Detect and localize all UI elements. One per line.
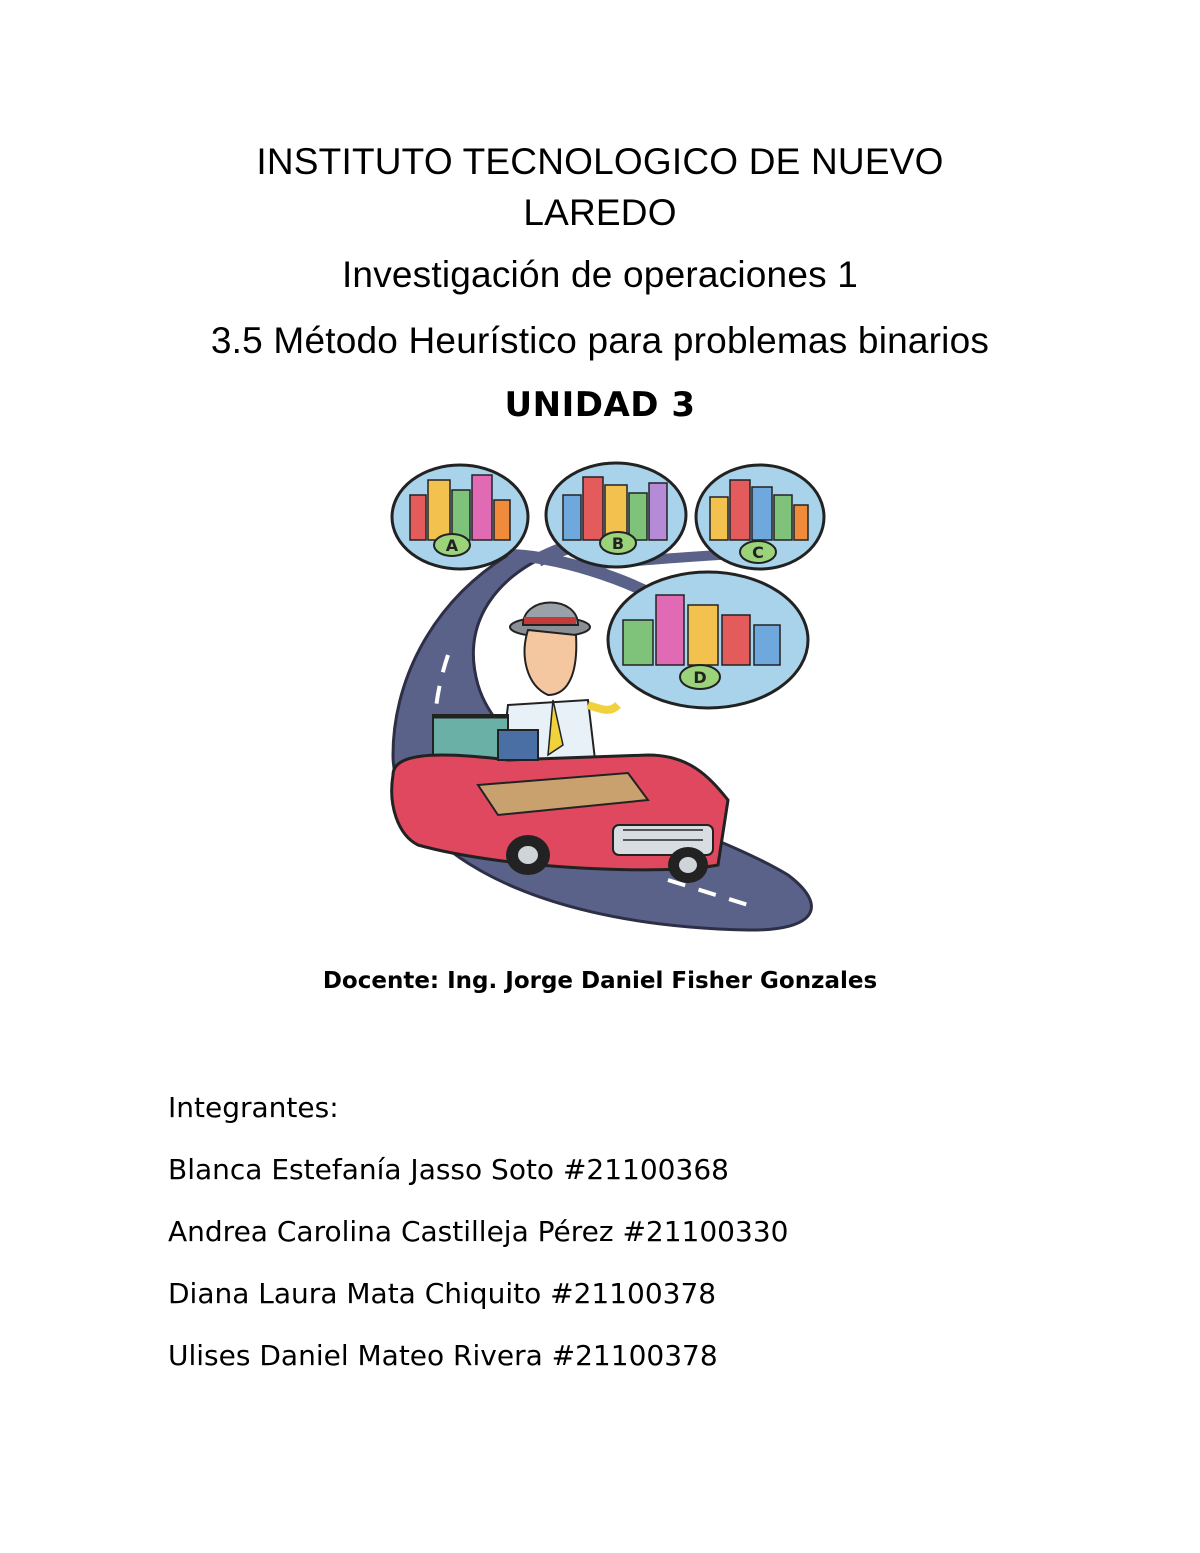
course-name: Investigación de operaciones 1 bbox=[341, 254, 859, 295]
topic-title: 3.5 Método Heurístico para problemas binarios bbox=[210, 320, 990, 361]
members-list bbox=[168, 1088, 788, 1398]
city-label-c: C bbox=[752, 543, 764, 562]
city-label-a: A bbox=[445, 536, 459, 555]
city-label-d: D bbox=[693, 668, 707, 687]
city-bubble-d bbox=[608, 572, 808, 708]
list-item: Blanca Estefanía Jasso Soto #21100368 bbox=[168, 1153, 729, 1186]
unit-heading: UNIDAD 3 bbox=[504, 385, 696, 425]
city-bubble-a bbox=[392, 465, 528, 569]
list-item: Diana Laura Mata Chiquito #21100378 bbox=[168, 1277, 717, 1310]
institution-line-2: LAREDO bbox=[523, 192, 677, 233]
list-item: Andrea Carolina Castilleja Pérez #21100330 bbox=[168, 1215, 789, 1248]
teacher-name: Docente: Ing. Jorge Daniel Fisher Gonzales bbox=[322, 968, 878, 994]
city-bubble-b bbox=[546, 463, 686, 567]
traveling-salesman-illustration-icon bbox=[388, 455, 828, 935]
city-label-b: B bbox=[611, 534, 625, 553]
institution-line-1: INSTITUTO TECNOLOGICO DE NUEVO bbox=[256, 141, 944, 182]
city-bubble-c bbox=[696, 465, 824, 569]
members-heading: Integrantes: bbox=[168, 1091, 339, 1124]
list-item: Ulises Daniel Mateo Rivera #21100378 bbox=[168, 1339, 718, 1372]
